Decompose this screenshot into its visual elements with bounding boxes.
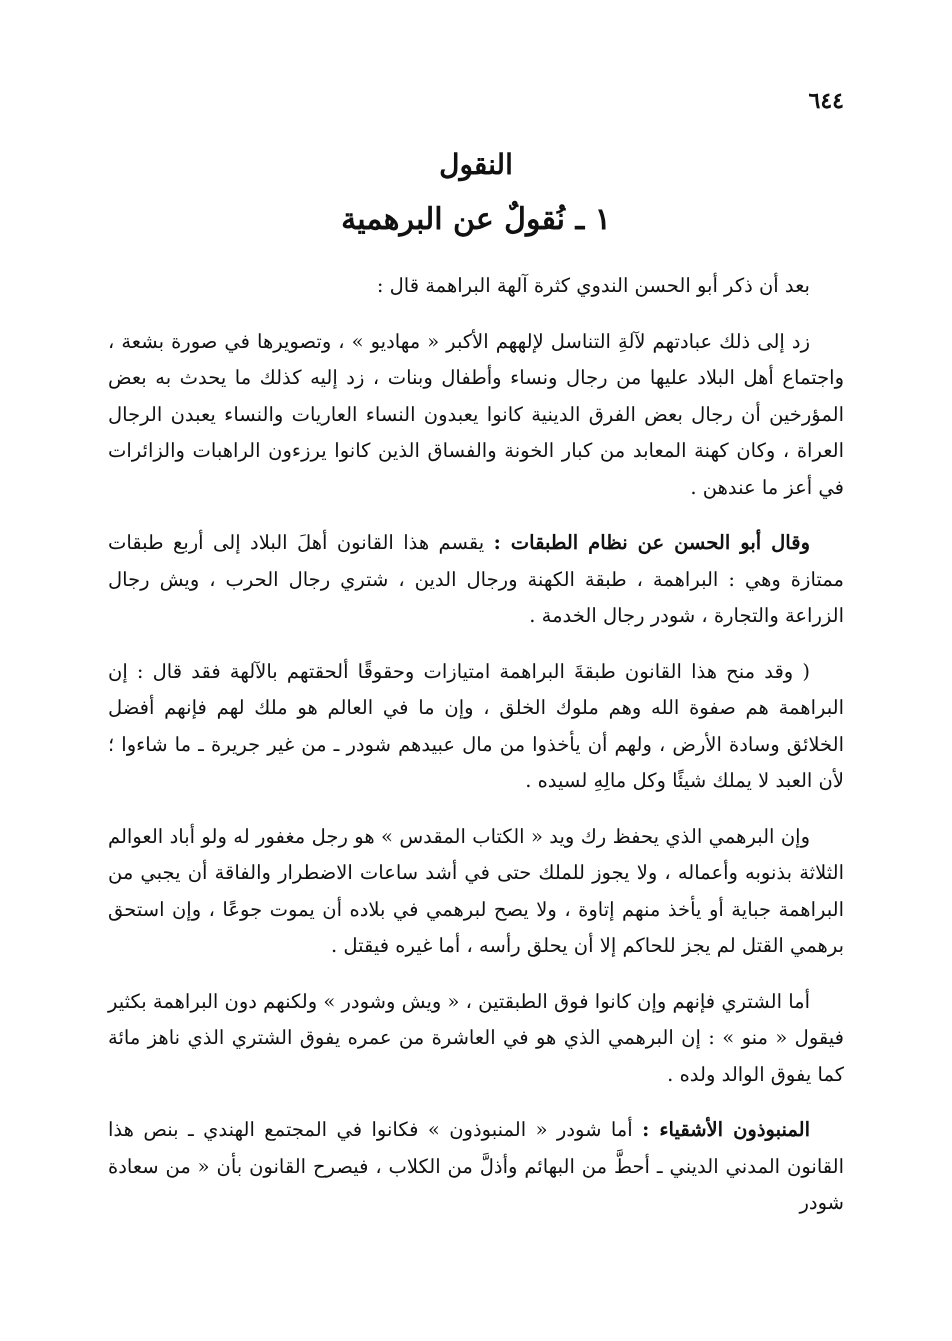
- chapter-title: النقول: [439, 148, 513, 181]
- paragraph-brahmin-privileges: [108, 654, 844, 800]
- paragraph-text: يقسم هذا القانون أهلَ البلاد إلى أربع طبقات ممتازة وهي : البراهمة ، طبقة الكهنة ورجال الدين ، شتري رجال الحرب ، ويش رجال الزراعة والتجارة ، شودر رجال الخدمة .: [108, 531, 844, 627]
- paragraph-text: ( وقد منح هذا القانون طبقةَ البراهمة امتيازات وحقوقًا ألحقتهم بالآلهة فقد قال : إن البراهمة هم صفوة الله وهم ملوك الخلق ، وإن ما في العالم هو ملك لهم فإنهم أفضل الخلائق وسادة الأرض ، ولهم أن يأخذوا من مال عبيدهم شودر ـ من غير جريرة ـ ما شاءوا ؛ لأن العبد لا يملك شيئًا وكل مالِهِ لسيده .: [108, 659, 844, 792]
- paragraph-text: بعد أن ذكر أبو الحسن الندوي كثرة آلهة البراهمة قال :: [376, 274, 810, 297]
- paragraph-text: وإن البرهمي الذي يحفظ رك ويد « الكتاب المقدس » هو رجل مغفور له ولو أباد العوالم الثلاثة بذنوبه وأعماله ، ولا يجوز للملك حتى في أشد ساعات الاضطرار والفاقة أن يجبي من البراهمة جباية أو يأخذ منهم إتاوة ، ولا يصح لبرهمي في بلاده أن يموت جوعًا ، وإن استحق برهمي القتل لم يجز للحاكم إلا أن يحلق رأسه ، أما غيره فيقتل .: [108, 824, 844, 957]
- paragraph-quote-worship: [108, 324, 844, 507]
- paragraph-rigveda: [108, 819, 844, 965]
- paragraph-lead: وقال أبو الحسن عن نظام الطبقات :: [493, 531, 810, 554]
- body-text: [108, 268, 844, 1241]
- paragraph-lead: المنبوذون الأشقياء :: [642, 1118, 810, 1141]
- section-title: ١ ـ نُقولٌ عن البرهمية: [341, 202, 611, 237]
- page-number: ٦٤٤: [808, 88, 844, 114]
- paragraph-text: أما الشتري فإنهم وإن كانوا فوق الطبقتين ، « ويش وشودر » ولكنهم دون البراهمة بكثير فيقول « منو » : إن البرهمي الذي هو في العاشرة من عمره يفوق الشتري الذي ناهز مائة كما يفوق الوالد ولده .: [108, 989, 844, 1086]
- paragraph-caste-system: [108, 525, 844, 635]
- paragraph-text: أما شودر « المنبوذون » فكانوا في المجتمع الهندي ـ بنص هذا القانون المدني الديني ـ أحطَّ من البهائم وأذلَّ من الكلاب ، فيصرح القانون بأن « من سعادة شودر: [108, 1118, 844, 1214]
- paragraph-kshatriya: [108, 984, 844, 1094]
- paragraph-text: زد إلى ذلك عبادتهم لآلةِ التناسل لإلههم الأكبر « مهاديو » ، وتصويرها في صورة بشعة ، واجتماع أهل البلاد عليها من رجال ونساء وأطفال وبنات ، زد إليه كذلك ما يحدث به بعض المؤرخين أن رجال بعض الفرق الدينية كانوا يعبدون النساء العاريات والنساء يعبدن الرجال العراة ، وكان كهنة المعابد من كبار الخونة والفساق الذين كانوا يرزءون الراهبات والزائرات في أعز ما عندهن .: [108, 329, 844, 499]
- paragraph-intro: [108, 268, 844, 305]
- paragraph-untouchables: [108, 1112, 844, 1222]
